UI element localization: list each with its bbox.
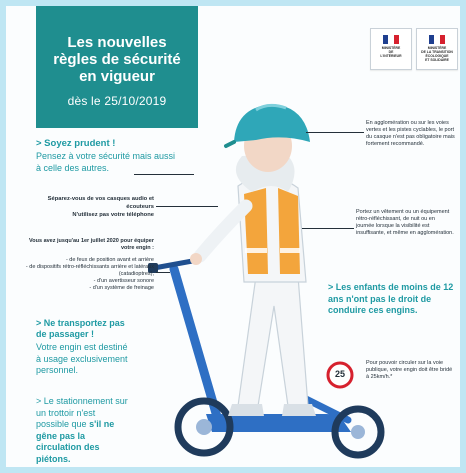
prudent-title: > Soyez prudent ! xyxy=(36,138,116,149)
gilet-recommendation: Portez un vêtement ou un équipement rétro-réfléchissant, de nuit ou en journée lorsque la visibilité est insuffisante, et même en agglomération. xyxy=(356,209,454,236)
page-title: Les nouvelles règles de sécurité en vigueur xyxy=(53,34,181,85)
equipment-item: - d'un système de freinage xyxy=(89,285,154,291)
rider-shoe-back xyxy=(282,404,316,416)
telephone-warning: N'utilisez pas votre téléphone xyxy=(72,212,154,218)
french-flag-icon xyxy=(429,35,445,44)
scooter-stem xyxy=(174,269,218,420)
prudent-body: Pensez à votre sécurité mais aussi à celle des autres. xyxy=(36,151,176,173)
casque-recommendation: En agglomération ou sur les voies vertes et les pistes cyclables, le port du casque n'est pas obligatoire mais fortement recommandé. xyxy=(366,120,455,147)
ministry-ecology-logo: MINISTÈRE DE LA TRANSITION ÉCOLOGIQUE ET SOLIDAIRE xyxy=(416,28,458,70)
vest-right xyxy=(278,188,300,274)
front-hub xyxy=(196,419,212,435)
french-flag-icon xyxy=(383,35,399,44)
equipment-item: - de dispositifs rétro-réfléchissants arrière et latéraux (catadioptres), xyxy=(25,264,154,277)
rider-shoe-front xyxy=(228,404,264,416)
rider-arm xyxy=(200,206,246,256)
casques-warning: Séparez-vous de vos casques audio et écouteurs xyxy=(47,196,154,210)
rider-legs xyxy=(238,276,308,406)
passager-title: > Ne transportez pas de passager ! xyxy=(36,318,125,339)
rider-hand xyxy=(190,253,202,265)
enfants-rule: > Les enfants de moins de 12 ans n'ont pas le droit de conduire ces engins. xyxy=(328,282,454,315)
rear-hub xyxy=(351,425,365,439)
equipment-item: - de feux de position avant et arrière xyxy=(65,257,154,263)
equipment-list xyxy=(20,257,154,292)
equipment-item: - d'un avertisseur sonore xyxy=(93,278,154,284)
helmet xyxy=(234,104,310,142)
stationnement-text: > Le stationnement sur un trottoir n'est possible que s'il ne gêne pas la circulation des piétons. xyxy=(36,396,128,464)
ministry-interior-logo: MINISTÈRE DE L'INTÉRIEUR xyxy=(370,28,412,70)
header-banner xyxy=(36,6,198,128)
effective-date: dès le 25/10/2019 xyxy=(67,94,167,108)
speed-sign-value: 25 xyxy=(334,369,345,379)
passager-body: Votre engin est destiné à usage exclusivement personnel. xyxy=(36,342,128,375)
equipment-deadline: Vous avez jusqu'au 1er juillet 2020 pour équiper votre engin : xyxy=(29,238,154,251)
vitesse-rule: Pour pouvoir circuler sur la voie publique, votre engin doit être bridé à 25km/h.* xyxy=(366,360,453,380)
